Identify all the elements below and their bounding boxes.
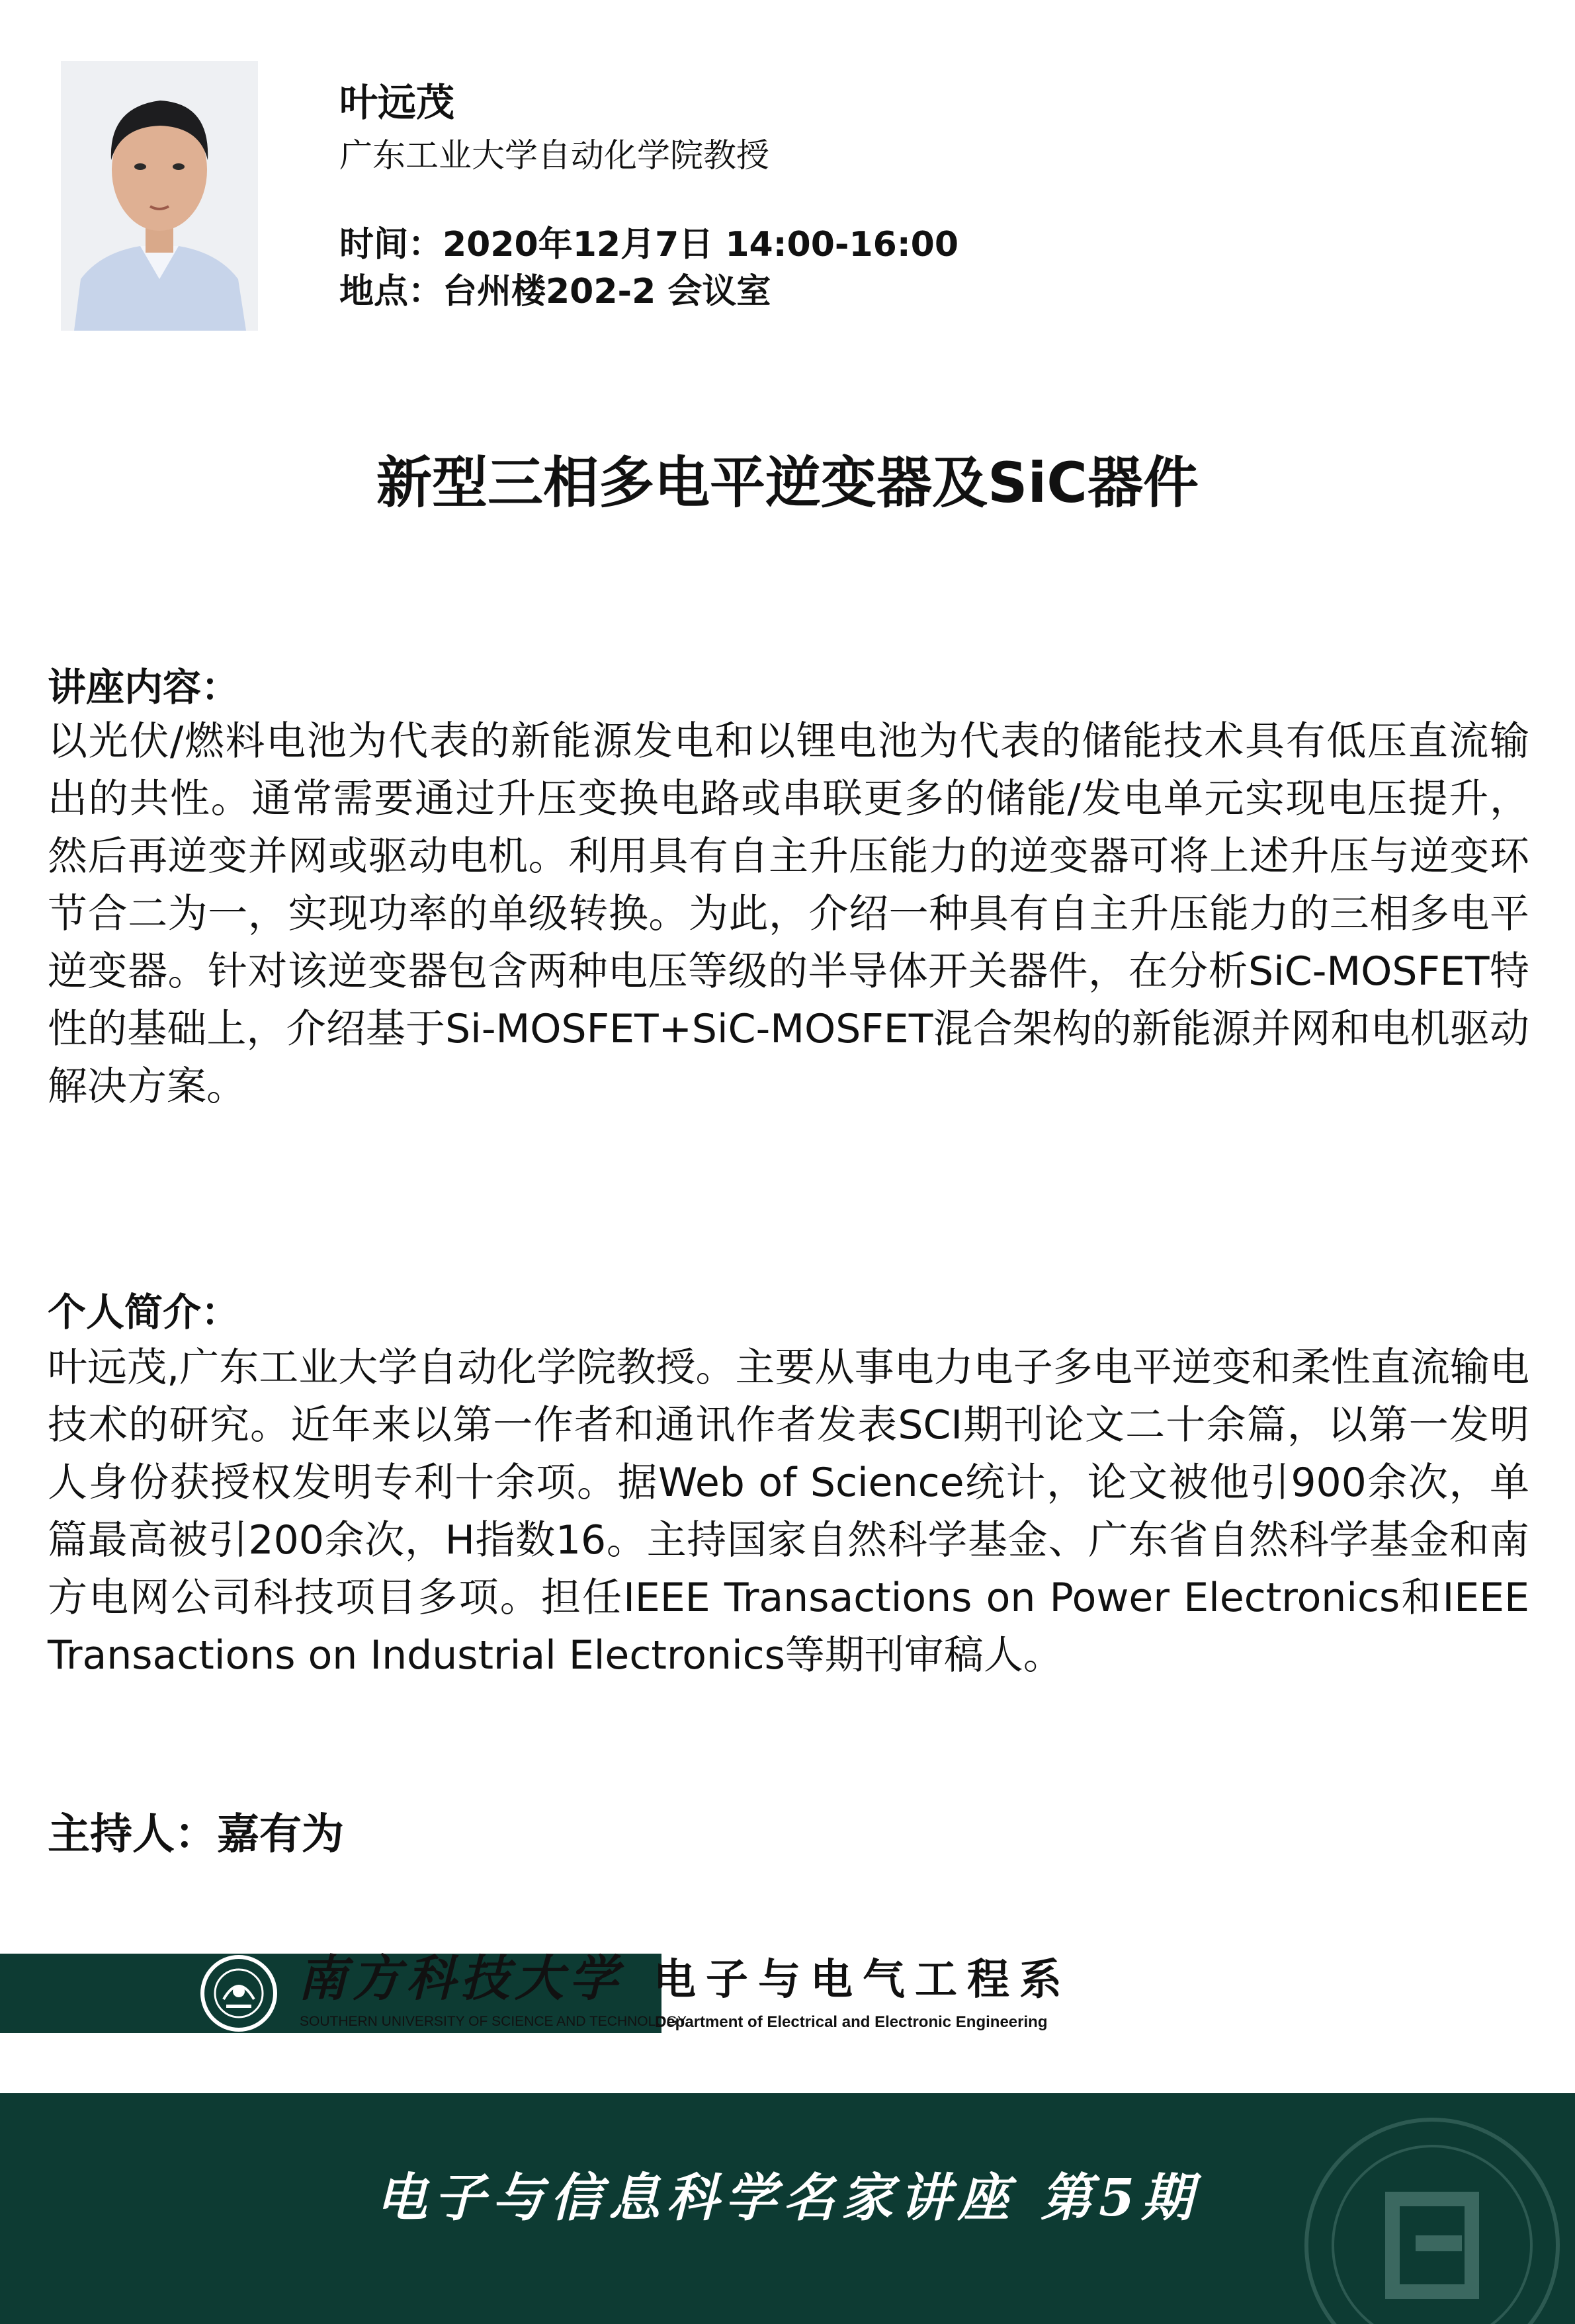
event-time: 时间：2020年12月7日 14:00-16:00 — [339, 225, 959, 265]
talk-title: 新型三相多电平逆变器及SiC器件 — [376, 450, 1199, 515]
speaker-portrait — [61, 61, 258, 331]
department-name-en: Department of Electrical and Electronic Engineering — [655, 2013, 1048, 2031]
host-line: 主持人：嘉有为 — [48, 1810, 344, 1859]
lecture-content-heading: 讲座内容： — [48, 665, 240, 710]
department-name-cn: 电子与电气工程系 — [654, 1955, 1072, 2005]
event-location: 地点：台州楼202-2 会议室 — [339, 272, 771, 311]
university-name-cn: 南方科技大学 — [298, 1950, 623, 2007]
lecture-content-body: 以光伏/燃料电池为代表的新能源发电和以锂电池为代表的储能技术具有低压直流输出的共性。通常需要通过升压变换电路或串联更多的储能/发电单元实现电压提升，然后再逆变并网或驱动电机。利用具有自主升压能力的逆变器可将上述升压与逆变环节合二为一，实现功率的单级转换。为此，介绍一种具有自主升压能力的三相多电平逆变器。针对该逆变器包含两种电压等级的半导体开关器件，在分析SiC-MOSFET特性的基础上，介绍基于Si-MOSFET+SiC-MOSFET混合架构的新能源并网和电机驱动解决方案。 — [48, 718, 1529, 1110]
university-name-en: SOUTHERN UNIVERSITY OF SCIENCE AND TECHNOLOGY — [300, 2014, 687, 2029]
bio-body: 叶远茂,广东工业大学自动化学院教授。主要从事电力电子多电平逆变和柔性直流输电技术的研究。近年来以第一作者和通讯作者发表SCI期刊论文二十余篇，以第一发明人身份获授权发明专利十余项。据Web of Science统计，论文被他引900余次，单篇最高被引200余次，H指数16。主持国家自然科学基金、广东省自然科学基金和南方电网公司科技项目多项。担任IEEE Transactions on Power Electronics和IEEE Transactions on Industrial Electronics等期刊审稿人。 — [48, 1345, 1529, 1679]
lecture-series-title: 电子与信息科学名家讲座 第5期 — [375, 2168, 1200, 2228]
speaker-affiliation: 广东工业大学自动化学院教授 — [339, 136, 769, 175]
speaker-name: 叶远茂 — [339, 80, 455, 125]
footer-banner — [0, 2093, 1575, 2324]
bio-heading: 个人简介： — [48, 1290, 240, 1335]
speaker-photo — [61, 61, 258, 331]
university-seal-icon — [198, 1953, 279, 2034]
